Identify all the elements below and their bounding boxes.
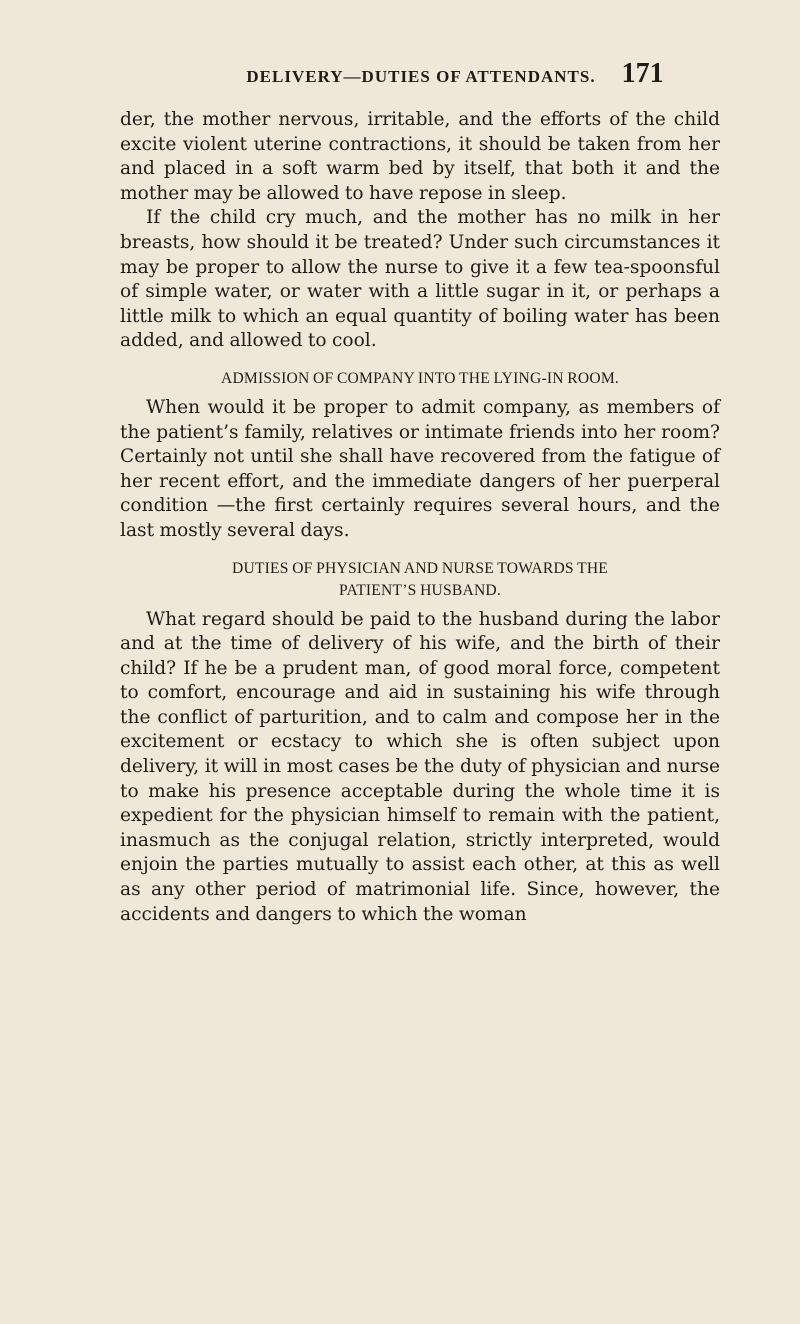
section-heading-admission (120, 368, 720, 390)
paragraph-continuation: der, the mother nervous, irritable, and the efforts of the child excite violent uterine contractions, it should be taken from her and placed in a soft warm bed by itself, that both it and the mother may be allowed to have repose in sleep. (120, 109, 720, 204)
page-number: 171 (621, 58, 664, 89)
section-heading-husband (120, 558, 720, 602)
paragraph-husband-regard: What regard should be paid to the husband during the labor and at the time of delivery of his wife, and the birth of their child? If he be a prudent man, of good moral force, competent to comfort, encourage and aid in sustaining his wife through the conflict of parturition, and to calm and compose her in the excitement or ecstacy to which she is often subject upon delivery, it will in most cases be the duty of physician and nurse to make his presence acceptable during the whole time it is expedient for the physician himself to remain with the patient, inasmuch as the conjugal relation, strictly interpreted, would enjoin the parties mutually to assist each other, at this as well as any other period of matrimonial life. Since, however, the accidents and dangers to which the woman (120, 608, 720, 925)
heading-line-2: PATIENT’S HUSBAND. (339, 581, 501, 599)
body-text (120, 108, 720, 927)
heading-line: ADMISSION OF COMPANY INTO THE LYING-IN ROOM. (220, 369, 619, 387)
running-head-title: DELIVERY—DUTIES OF ATTENDANTS. (246, 67, 596, 86)
paragraph-admit-company: When would it be proper to admit company, as members of the patient’s family, relatives or intimate friends into her room? Certainly not until she shall have recovered from the fatigue of her recent effort, and the immediate dangers of her puerperal condition —the first certainly requires several hours, and the last mostly several days. (120, 396, 720, 541)
heading-line-1: DUTIES OF PHYSICIAN AND NURSE TOWARDS THE (231, 559, 609, 577)
paragraph-child-cry: If the child cry much, and the mother has no milk in her breasts, how should it be treated? Under such circumstances it may be proper to allow the nurse to give it a few tea-spoonsful of simple water, or water with a little sugar in it, or perhaps a little milk to which an equal quantity of boiling water has been added, and allowed to cool. (120, 207, 720, 352)
running-head (120, 58, 720, 90)
